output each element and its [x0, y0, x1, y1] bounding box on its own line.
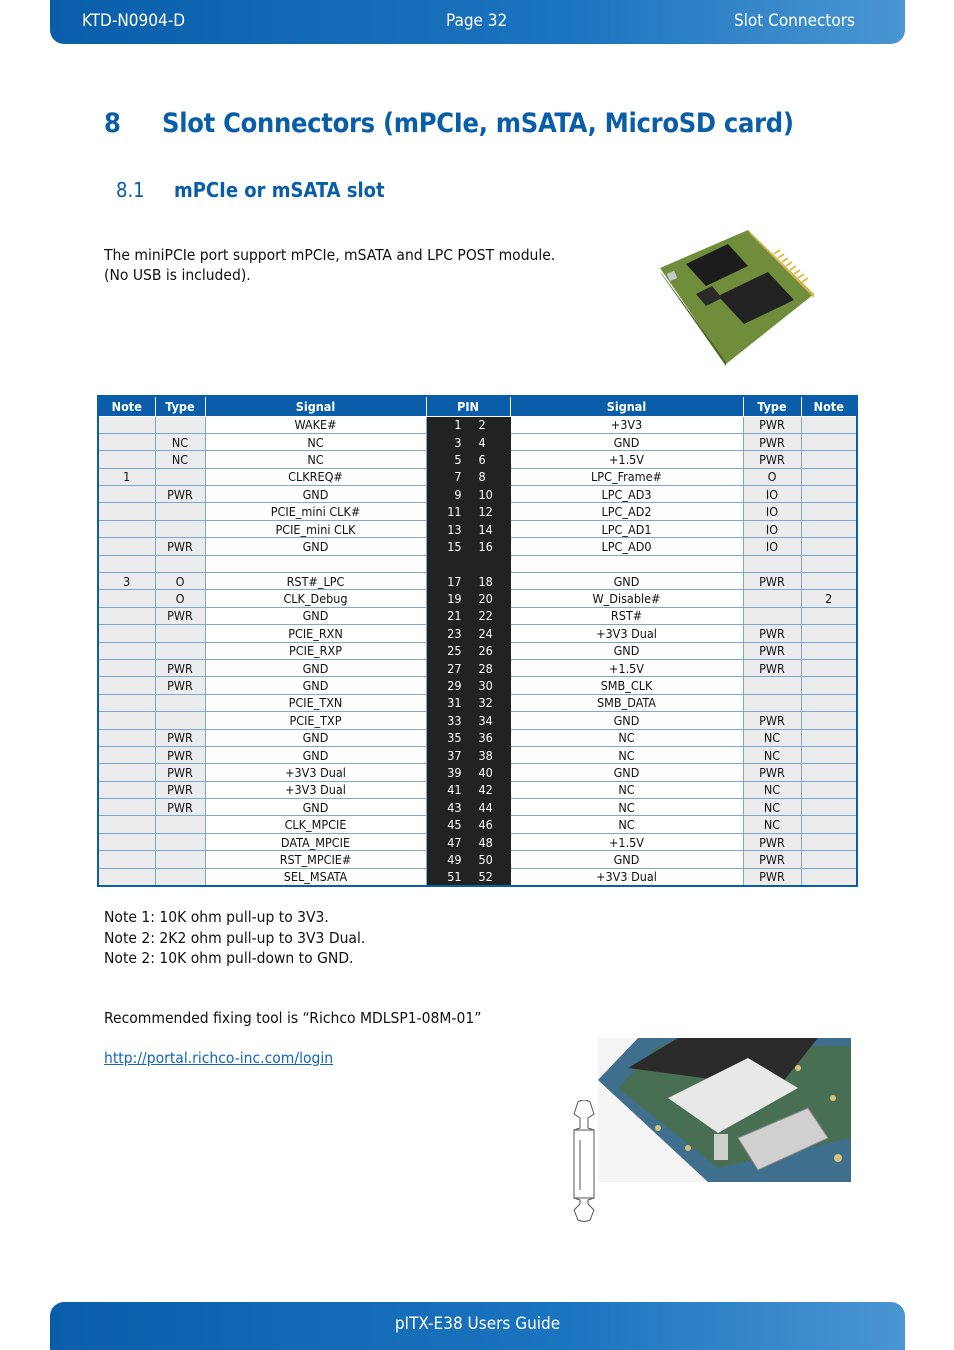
note-2: Note 2: 2K2 ohm pull-up to 3V3 Dual.	[104, 928, 366, 947]
cell-note-left	[98, 520, 155, 537]
page-header	[50, 0, 905, 44]
cell-note-right	[801, 764, 857, 781]
cell-signal-left: PCIE_RXP	[205, 642, 426, 659]
cell-signal-right: NC	[510, 781, 743, 798]
cell-pin-left: 31	[426, 694, 468, 711]
cell-signal-right: +3V3	[510, 416, 743, 433]
cell-pin-left: 25	[426, 642, 468, 659]
cell-type-left	[155, 816, 205, 833]
cell-type-right: PWR	[743, 712, 801, 729]
cell-type-right: NC	[743, 746, 801, 763]
cell-signal-right: RST#	[510, 607, 743, 624]
cell-pin-left: 35	[426, 729, 468, 746]
table-row	[98, 746, 857, 763]
cell-pin-left: 39	[426, 764, 468, 781]
cell-type-left	[155, 642, 205, 659]
cell-signal-left: GND	[205, 746, 426, 763]
cell-signal-left: NC	[205, 433, 426, 450]
cell-type-left: NC	[155, 451, 205, 468]
cell-note-right	[801, 677, 857, 694]
cell-type-left: PWR	[155, 486, 205, 503]
cell-pin-right: 52	[468, 868, 510, 885]
cell-pin-left: 21	[426, 607, 468, 624]
cell-signal-right: LPC_AD0	[510, 538, 743, 555]
cell-note-left	[98, 764, 155, 781]
chapter-title	[104, 108, 794, 139]
cell-pin-right: 22	[468, 607, 510, 624]
cell-type-right	[743, 590, 801, 607]
cell-signal-right: GND	[510, 851, 743, 868]
cell-pin-right: 50	[468, 851, 510, 868]
cell-note-right	[801, 520, 857, 537]
cell-type-right: PWR	[743, 851, 801, 868]
cell-note-right	[801, 468, 857, 485]
chapter-number: 8	[104, 108, 121, 139]
table-row	[98, 520, 857, 537]
cell-pin-left: 13	[426, 520, 468, 537]
pcb-spacer-image	[568, 1100, 600, 1222]
cell-pin-right: 18	[468, 573, 510, 590]
cell-type-left	[155, 694, 205, 711]
cell-type-right: PWR	[743, 868, 801, 885]
cell-pin-right: 16	[468, 538, 510, 555]
table-row	[98, 833, 857, 850]
cell-signal-left: DATA_MPCIE	[205, 833, 426, 850]
cell-note-right	[801, 642, 857, 659]
cell-note-left: 3	[98, 573, 155, 590]
cell-note-right: 2	[801, 590, 857, 607]
cell-type-right: NC	[743, 781, 801, 798]
cell-pin-right: 30	[468, 677, 510, 694]
cell-signal-right: LPC_AD2	[510, 503, 743, 520]
cell-signal-left: PCIE_TXP	[205, 712, 426, 729]
cell-type-left	[155, 712, 205, 729]
cell-pin-left: 19	[426, 590, 468, 607]
section-title	[116, 178, 385, 202]
page-number: Page 32	[446, 11, 508, 31]
table-row	[98, 781, 857, 798]
cell-signal-right: +1.5V	[510, 833, 743, 850]
cell-signal-right: LPC_AD3	[510, 486, 743, 503]
cell-note-left	[98, 729, 155, 746]
cell-note-right	[801, 416, 857, 433]
cell-pin-right: 36	[468, 729, 510, 746]
cell-signal-right: LPC_AD1	[510, 520, 743, 537]
cell-note-right	[801, 868, 857, 885]
cell-pin-left: 27	[426, 659, 468, 676]
board-photo	[598, 1038, 851, 1182]
cell-type-right	[743, 677, 801, 694]
cell-note-left	[98, 607, 155, 624]
cell-note-right	[801, 503, 857, 520]
cell-signal-left: GND	[205, 607, 426, 624]
cell-pin-left: 9	[426, 486, 468, 503]
table-row	[98, 590, 857, 607]
cell-signal-right: GND	[510, 433, 743, 450]
cell-note-left: 1	[98, 468, 155, 485]
cell-signal-left: RST_MPCIE#	[205, 851, 426, 868]
cell-note-right	[801, 833, 857, 850]
col-signal-left: Signal	[205, 396, 426, 416]
cell-note-right	[801, 607, 857, 624]
cell-signal-right: GND	[510, 712, 743, 729]
cell-note-left	[98, 816, 155, 833]
cell-signal-left: PCIE_RXN	[205, 625, 426, 642]
table-row	[98, 816, 857, 833]
cell-note-left	[98, 416, 155, 433]
cell-pin-left: 1	[426, 416, 468, 433]
table-row	[98, 486, 857, 503]
cell-type-left	[155, 520, 205, 537]
cell-pin-right: 4	[468, 433, 510, 450]
cell-type-right: IO	[743, 538, 801, 555]
cell-signal-left: SEL_MSATA	[205, 868, 426, 885]
cell-pin-right: 6	[468, 451, 510, 468]
cell-type-right	[743, 694, 801, 711]
cell-signal-left: GND	[205, 538, 426, 555]
cell-signal-right: NC	[510, 799, 743, 816]
chapter-title-text: Slot Connectors (mPCIe, mSATA, MicroSD card)	[162, 108, 794, 139]
cell-signal-left: CLK_MPCIE	[205, 816, 426, 833]
header-section: Slot Connectors	[733, 11, 855, 31]
cell-pin-right: 44	[468, 799, 510, 816]
note-1: Note 1: 10K ohm pull-up to 3V3.	[104, 908, 329, 926]
cell-pin-left: 3	[426, 433, 468, 450]
cell-signal-left: GND	[205, 729, 426, 746]
cell-type-left: PWR	[155, 729, 205, 746]
cell-signal-left: WAKE#	[205, 416, 426, 433]
cell-type-right: PWR	[743, 642, 801, 659]
cell-pin-right: 34	[468, 712, 510, 729]
cell-type-left: PWR	[155, 659, 205, 676]
cell-type-right: PWR	[743, 573, 801, 590]
cell-signal-right: NC	[510, 816, 743, 833]
cell-pin-left: 5	[426, 451, 468, 468]
cell-note-right	[801, 659, 857, 676]
cell-type-left	[155, 851, 205, 868]
richco-link[interactable]: http://portal.richco-inc.com/login	[104, 1049, 334, 1067]
cell-pin-left: 29	[426, 677, 468, 694]
intro-line-1: The miniPCIe port support mPCIe, mSATA and LPC POST module.	[104, 246, 556, 264]
cell-pin-right: 48	[468, 833, 510, 850]
table-row	[98, 625, 857, 642]
cell-note-right	[801, 694, 857, 711]
table-row	[98, 607, 857, 624]
col-note-right: Note	[801, 396, 857, 416]
cell-type-right: NC	[743, 816, 801, 833]
table-row	[98, 712, 857, 729]
section-title-text: mPCIe or mSATA slot	[174, 178, 385, 202]
cell-pin-right: 40	[468, 764, 510, 781]
cell-signal-right: NC	[510, 729, 743, 746]
table-row	[98, 677, 857, 694]
cell-type-left: NC	[155, 433, 205, 450]
cell-type-right: O	[743, 468, 801, 485]
cell-pin-right: 28	[468, 659, 510, 676]
cell-signal-right: W_Disable#	[510, 590, 743, 607]
cell-pin-left: 33	[426, 712, 468, 729]
cell-type-left	[155, 555, 205, 572]
cell-type-right	[743, 555, 801, 572]
cell-type-left: PWR	[155, 677, 205, 694]
cell-note-left	[98, 503, 155, 520]
table-row	[98, 538, 857, 555]
cell-signal-right: +3V3 Dual	[510, 625, 743, 642]
cell-type-left: PWR	[155, 799, 205, 816]
cell-signal-right	[510, 555, 743, 572]
cell-pin-left: 15	[426, 538, 468, 555]
cell-note-left	[98, 694, 155, 711]
cell-note-right	[801, 538, 857, 555]
cell-signal-right: SMB_DATA	[510, 694, 743, 711]
cell-pin-left: 17	[426, 573, 468, 590]
cell-type-left	[155, 833, 205, 850]
cell-signal-right: SMB_CLK	[510, 677, 743, 694]
cell-signal-right: +1.5V	[510, 451, 743, 468]
cell-type-left: O	[155, 573, 205, 590]
intro-line-2: (No USB is included).	[104, 266, 251, 284]
cell-signal-left: CLK_Debug	[205, 590, 426, 607]
recommend-text: Recommended fixing tool is “Richco MDLSP1-08M-01”	[104, 1009, 482, 1027]
notes	[104, 907, 365, 969]
cell-type-left: PWR	[155, 746, 205, 763]
cell-signal-left	[205, 555, 426, 572]
cell-note-left	[98, 833, 155, 850]
cell-pin-left: 47	[426, 833, 468, 850]
cell-pin-right: 42	[468, 781, 510, 798]
cell-type-left	[155, 416, 205, 433]
cell-type-right: PWR	[743, 433, 801, 450]
cell-signal-left: GND	[205, 486, 426, 503]
table-row	[98, 729, 857, 746]
cell-note-left	[98, 677, 155, 694]
cell-signal-left: RST#_LPC	[205, 573, 426, 590]
cell-note-right	[801, 799, 857, 816]
cell-type-left: O	[155, 590, 205, 607]
cell-signal-left: PCIE_mini CLK#	[205, 503, 426, 520]
cell-note-left	[98, 746, 155, 763]
cell-note-left	[98, 799, 155, 816]
cell-note-right	[801, 486, 857, 503]
cell-note-left	[98, 538, 155, 555]
cell-pin-left: 41	[426, 781, 468, 798]
cell-type-right: PWR	[743, 625, 801, 642]
cell-note-left	[98, 590, 155, 607]
cell-type-right: IO	[743, 520, 801, 537]
table-row	[98, 764, 857, 781]
table-row	[98, 468, 857, 485]
cell-note-right	[801, 851, 857, 868]
cell-type-right: PWR	[743, 416, 801, 433]
section-number: 8.1	[116, 178, 145, 202]
cell-signal-left: PCIE_TXN	[205, 694, 426, 711]
col-signal-right: Signal	[510, 396, 743, 416]
cell-note-left	[98, 851, 155, 868]
cell-note-right	[801, 433, 857, 450]
cell-signal-right: +1.5V	[510, 659, 743, 676]
cell-signal-right: LPC_Frame#	[510, 468, 743, 485]
note-3: Note 2: 10K ohm pull-down to GND.	[104, 949, 354, 967]
cell-note-left	[98, 642, 155, 659]
cell-pin-right: 14	[468, 520, 510, 537]
cell-pin-right: 24	[468, 625, 510, 642]
cell-signal-left: GND	[205, 659, 426, 676]
cell-type-left: PWR	[155, 607, 205, 624]
cell-pin-right: 26	[468, 642, 510, 659]
cell-signal-left: CLKREQ#	[205, 468, 426, 485]
cell-note-right	[801, 573, 857, 590]
cell-pin-right: 2	[468, 416, 510, 433]
cell-signal-right: GND	[510, 642, 743, 659]
cell-pin-right: 20	[468, 590, 510, 607]
cell-note-left	[98, 659, 155, 676]
cell-type-right: NC	[743, 799, 801, 816]
cell-note-left	[98, 712, 155, 729]
cell-note-right	[801, 746, 857, 763]
cell-signal-left: GND	[205, 677, 426, 694]
cell-type-right: PWR	[743, 833, 801, 850]
table-row	[98, 555, 857, 572]
cell-type-right: PWR	[743, 659, 801, 676]
table-row	[98, 416, 857, 433]
cell-type-left	[155, 868, 205, 885]
cell-type-right: IO	[743, 486, 801, 503]
cell-pin-right: 12	[468, 503, 510, 520]
cell-pin-left	[426, 555, 468, 572]
cell-pin-right	[468, 555, 510, 572]
cell-signal-right: +3V3 Dual	[510, 868, 743, 885]
footer-title: pITX-E38 Users Guide	[394, 1314, 561, 1334]
page-footer	[50, 1302, 905, 1350]
cell-signal-right: GND	[510, 573, 743, 590]
cell-note-left	[98, 555, 155, 572]
msata-card-image	[656, 224, 816, 366]
doc-id: KTD-N0904-D	[82, 11, 185, 31]
cell-note-right	[801, 625, 857, 642]
cell-pin-left: 23	[426, 625, 468, 642]
col-note-left: Note	[98, 396, 155, 416]
col-type-left: Type	[155, 396, 205, 416]
cell-pin-right: 32	[468, 694, 510, 711]
cell-type-right	[743, 607, 801, 624]
cell-type-right: NC	[743, 729, 801, 746]
cell-type-left	[155, 468, 205, 485]
cell-pin-left: 45	[426, 816, 468, 833]
cell-type-left: PWR	[155, 781, 205, 798]
cell-signal-left: NC	[205, 451, 426, 468]
cell-type-right: PWR	[743, 451, 801, 468]
table-row	[98, 573, 857, 590]
intro-paragraph	[104, 245, 555, 285]
cell-note-right	[801, 555, 857, 572]
table-row	[98, 451, 857, 468]
table-row	[98, 433, 857, 450]
table-row	[98, 642, 857, 659]
cell-signal-left: GND	[205, 799, 426, 816]
cell-pin-left: 7	[426, 468, 468, 485]
cell-type-right: IO	[743, 503, 801, 520]
col-type-right: Type	[743, 396, 801, 416]
cell-type-left	[155, 625, 205, 642]
cell-pin-left: 37	[426, 746, 468, 763]
cell-note-right	[801, 729, 857, 746]
col-pin: PIN	[426, 396, 510, 416]
table-row	[98, 868, 857, 885]
cell-signal-left: +3V3 Dual	[205, 764, 426, 781]
cell-pin-right: 8	[468, 468, 510, 485]
cell-pin-left: 11	[426, 503, 468, 520]
cell-note-left	[98, 868, 155, 885]
table-row	[98, 503, 857, 520]
cell-note-right	[801, 781, 857, 798]
cell-type-left: PWR	[155, 538, 205, 555]
pinout-table	[97, 395, 858, 887]
cell-pin-left: 49	[426, 851, 468, 868]
cell-note-right	[801, 712, 857, 729]
cell-type-right: PWR	[743, 764, 801, 781]
cell-note-right	[801, 451, 857, 468]
cell-note-left	[98, 781, 155, 798]
cell-type-left	[155, 503, 205, 520]
table-row	[98, 659, 857, 676]
table-row	[98, 851, 857, 868]
cell-signal-left: +3V3 Dual	[205, 781, 426, 798]
table-row	[98, 694, 857, 711]
table-row	[98, 799, 857, 816]
cell-note-left	[98, 433, 155, 450]
cell-note-right	[801, 816, 857, 833]
cell-signal-left: PCIE_mini CLK	[205, 520, 426, 537]
cell-signal-right: GND	[510, 764, 743, 781]
cell-note-left	[98, 451, 155, 468]
cell-note-left	[98, 486, 155, 503]
cell-pin-left: 51	[426, 868, 468, 885]
cell-pin-right: 46	[468, 816, 510, 833]
cell-pin-right: 38	[468, 746, 510, 763]
cell-signal-right: NC	[510, 746, 743, 763]
cell-pin-left: 43	[426, 799, 468, 816]
cell-type-left: PWR	[155, 764, 205, 781]
cell-pin-right: 10	[468, 486, 510, 503]
cell-note-left	[98, 625, 155, 642]
table-header-row	[98, 396, 857, 416]
